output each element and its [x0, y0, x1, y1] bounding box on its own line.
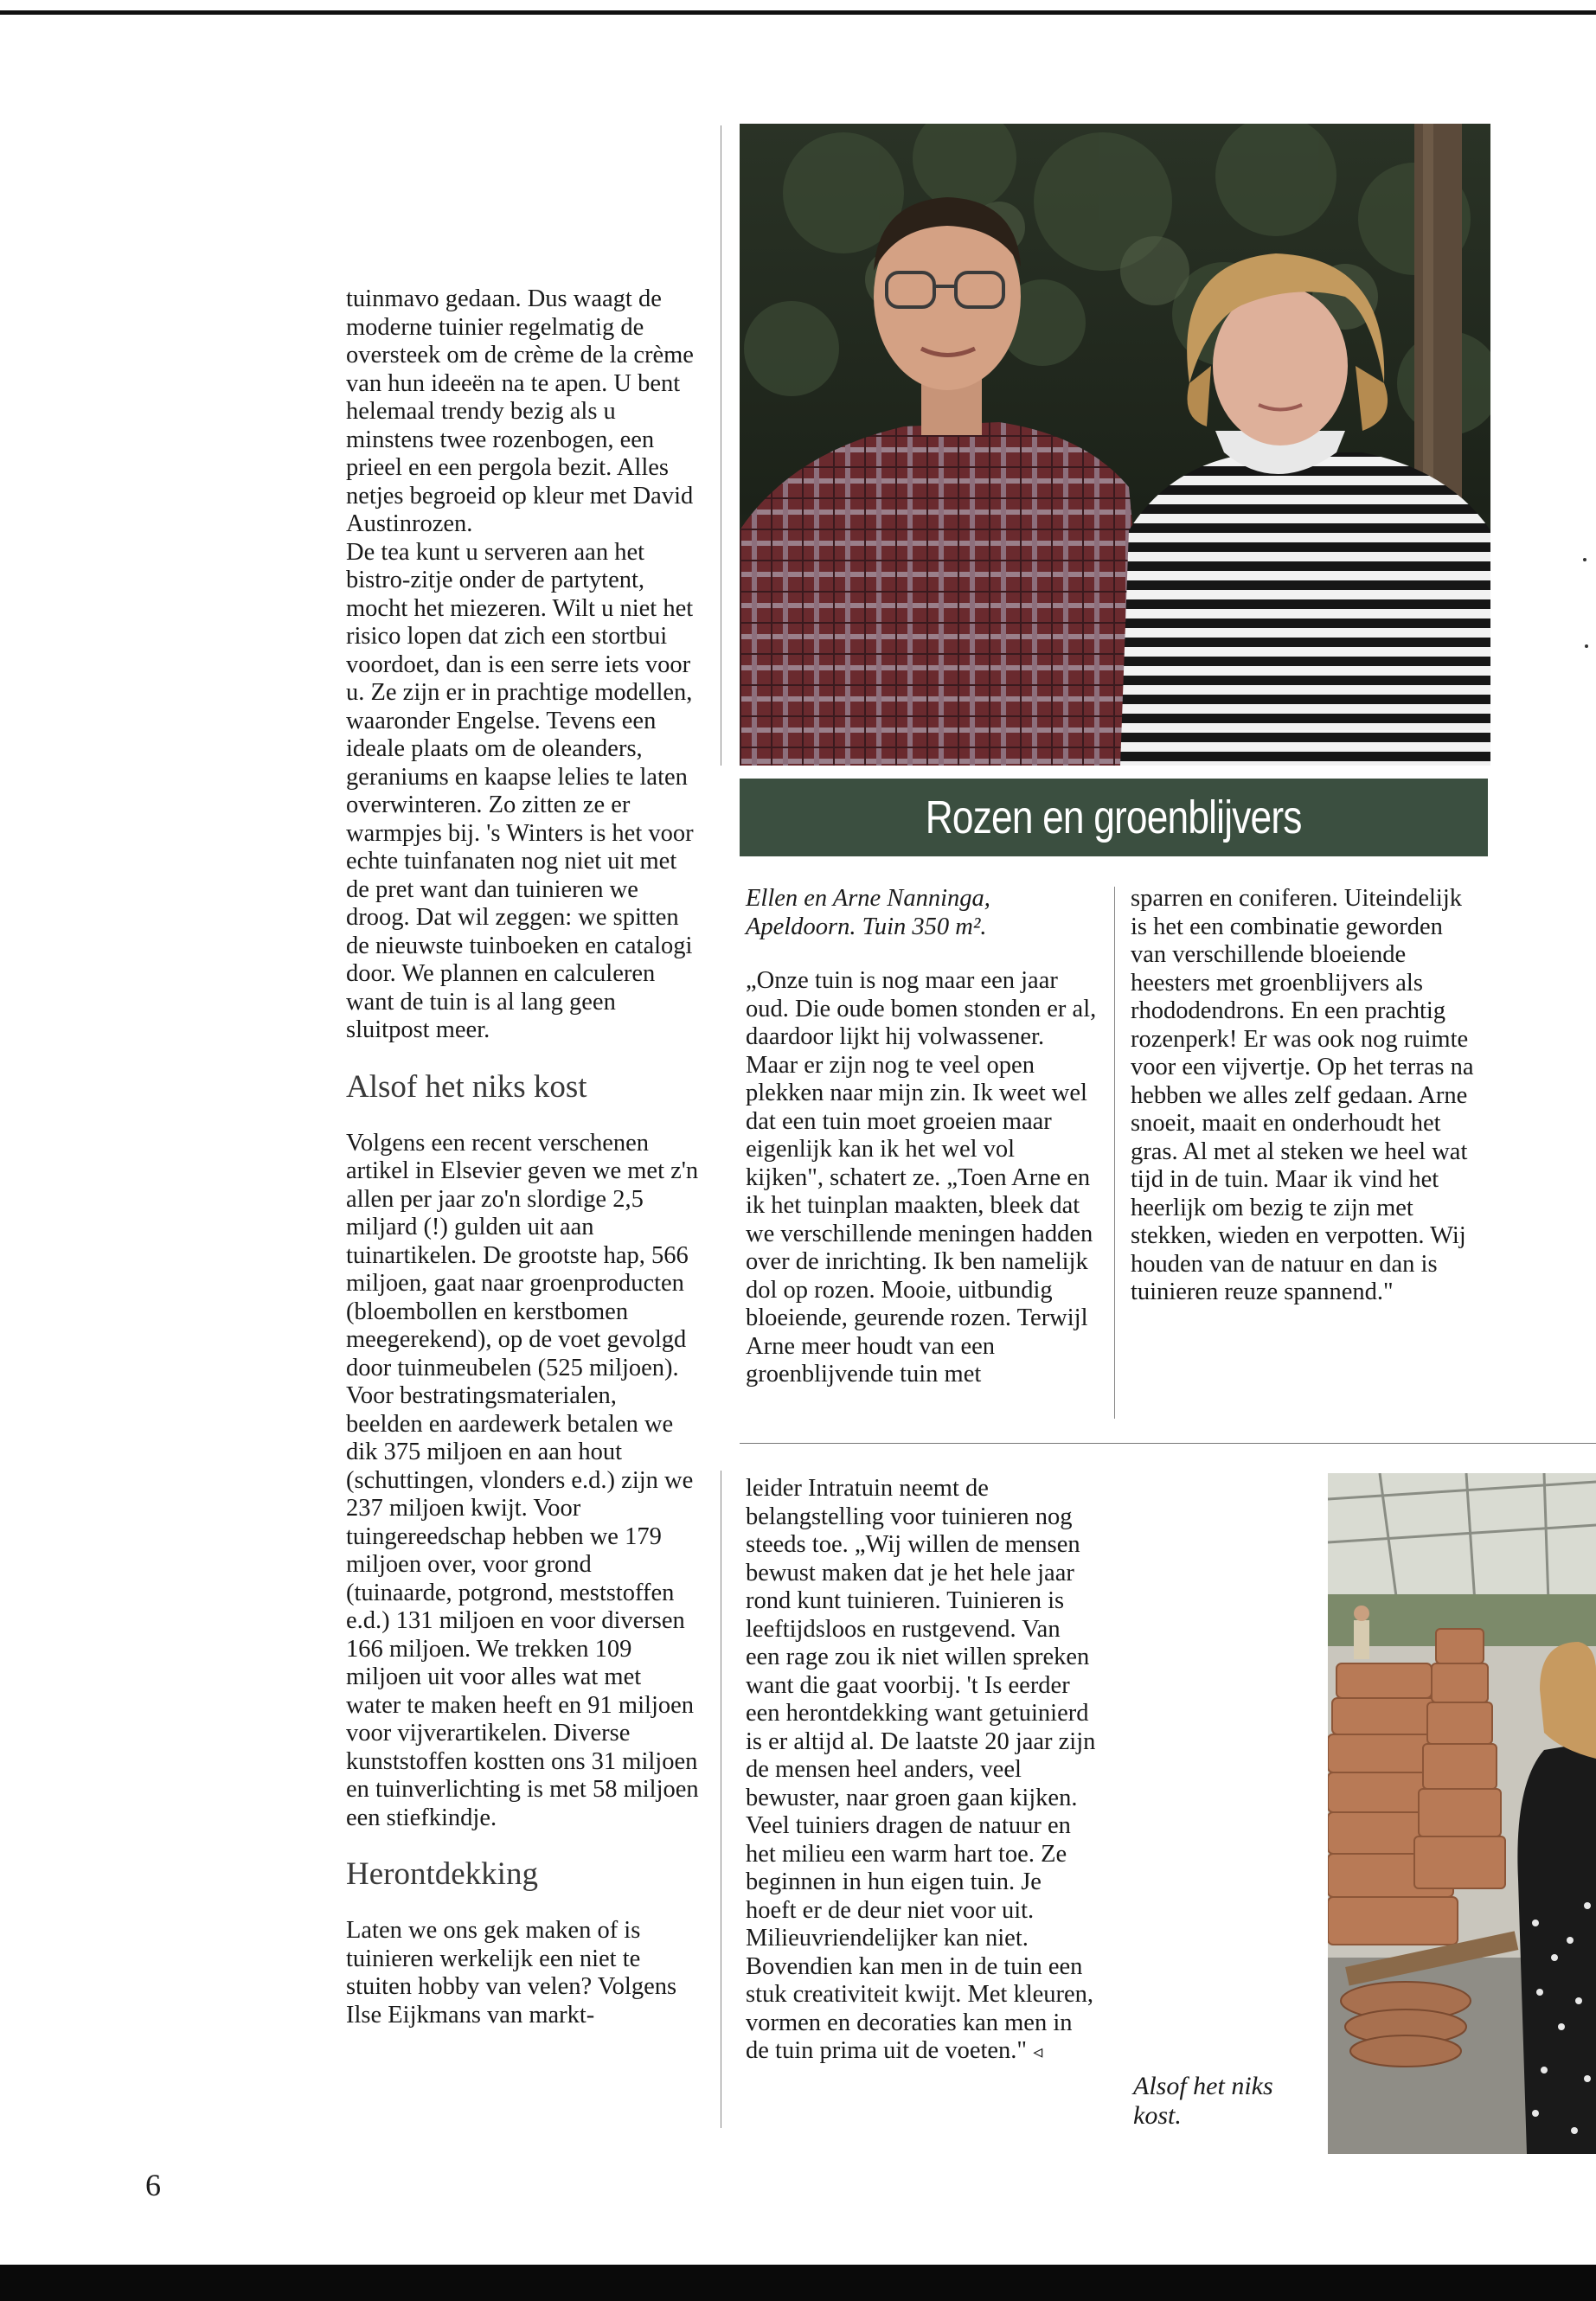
garden-center-photo [1328, 1473, 1596, 2154]
bottom-band [0, 2265, 1596, 2301]
print-speck [1585, 644, 1588, 648]
middle-bottom-body: leider Intratuin neemt de belangstelling voor tuinieren nog steeds toe. „Wij willen de mensen bewust maken dat je het hele jaar rond kunt tuinieren. Tuinieren is leeftijdsloos en rustgevend. Van een rage zou ik niet willen spreken want die gaat voorbij. 't Is eerder een herontdekking want getuinierd is er altijd al. De laatste 20 jaar zijn de mensen heel anders, veel bewuster, naar groen gaan kijken. Veel tuiniers dragen de natuur en het milieu een warm hart toe. Ze beginnen in hun eigen tuin. Je hoeft er de deur niet voor uit. Milieuvriendelijker kan niet. Bovendien kan men in de tuin een stuk creativiteit kwijt. Met kleuren, vormen en decoraties kan men in de tuin prima uit de voeten." [746, 1475, 1096, 2064]
feature-byline: Ellen en Arne Nanninga, Apeldoorn. Tuin 350 m². [746, 885, 990, 940]
middle-bottom-column [746, 1475, 1096, 2067]
middle-bottom-text [746, 1475, 1096, 2067]
divider-horizontal [740, 1443, 1596, 1444]
left-paragraph-4: Laten we ons gek maken of is tuinieren werkelijk een niet te stuiten hobby van velen? Volgens Ilse Eijkmans van markt- [346, 1917, 677, 2029]
left-paragraph-2: De tea kunt u serveren aan het bistro-zitje onder de partytent, mocht het miezeren. Wilt u niet het risico lopen dat zich een stortbui voordoet, dan is een serre iets voor u. Ze zijn er in prachtige modellen, waaronder Engelse. Tevens een ideale plaats om de oleanders, geraniums en kaapse lelies te laten overwinteren. Zo zitten ze er warmpjes bij. 's Winters is het voor echte tuinfanaten nog niet uit met de pret want dan tuinieren we droog. Dat wil zeggen: we spitten de nieuwste tuinboeken en catalogi door. We plannen en calculeren want de tuin is al lang geen sluitpost meer. [346, 538, 694, 1043]
feature-column-2 [1131, 885, 1484, 1307]
feature-column-1 [746, 885, 1099, 1389]
pottery-illustration [1328, 1473, 1596, 2154]
end-mark-icon: ◃ [1033, 2041, 1043, 2062]
left-intro-paragraph: tuinmavo gedaan. Dus waagt de moderne tuinier regelmatig de oversteek om de crème de la crème van hun ideeën na te apen. U bent helemaal trendy bezig als u minstens twee rozenbogen, een prieel en een pergola bezit. Alles netjes begroeid op kleur met David Austinrozen. [346, 285, 694, 537]
left-column [346, 285, 699, 2029]
left-paragraph-3: Volgens een recent verschenen artikel in Elsevier geven we met z'n allen per jaar zo'n slordige 2,5 miljard (!) gulden uit aan tuinartikelen. De grootste hap, 566 miljoen, gaat naar groenproducten (bloembollen en kerstbomen meegerekend), op de voet gevolgd door tuinmeubelen (525 miljoen). Voor bestratingsmaterialen, beelden en aardewerk betalen we dik 375 miljoen en aan hout (schuttingen, vlonders e.d.) zijn we 237 miljoen kwijt. Voor tuingereedschap hebben we 179 miljoen over, voor grond (tuinaarde, potgrond, meststoffen e.d.) 131 miljoen en voor diversen 166 miljoen. We trekken 109 miljoen uit voor alles wat met water te maken heeft en 91 miljoen voor vijverartikelen. Diverse kunststoffen kostten ons 31 miljoen en tuinverlichting is met 58 miljoen een stiefkindje. [346, 1129, 699, 1831]
feature-banner [740, 779, 1488, 856]
divider-feature [1114, 887, 1115, 1419]
portrait-photo-ellen-arne [740, 124, 1490, 766]
top-rule [0, 10, 1596, 15]
heading-herontdekking: Herontdekking [346, 1856, 538, 1892]
portrait-illustration [740, 124, 1490, 766]
page-number: 6 [145, 2168, 161, 2202]
feature-text-col2: sparren en coniferen. Uiteindelijk is het een combinatie geworden van verschillende bloeiende heesters met groenblijvers als rhododendrons. En een prachtig rozenperk! Er was ook nog ruimte voor een vijvertje. Op het terras na hebben we alles zelf gedaan. Arne snoeit, maait en onderhoudt het gras. Al met al steken we heel wat tijd in de tuin. Maar ik vind het heerlijk om bezig te zijn met stekken, wieden en verpotten. Wij houden van de natuur en dan is tuinieren reuze spannend." [1131, 885, 1474, 1305]
heading-alsof-het-niks-kost: Alsof het niks kost [346, 1068, 587, 1105]
print-speck [1583, 558, 1586, 561]
photo-caption: Alsof het niks kost. [1133, 2072, 1273, 2130]
feature-text-col1: „Onze tuin is nog maar een jaar oud. Die oude bomen stonden er al, daardoor lijkt hij volwassener. Maar er zijn nog te veel open plekken naar mijn zin. Ik weet wel dat een tuin moet groeien maar eigenlijk kan ik het wel vol kijken", schatert ze. „Toen Arne en ik het tuinplan maakten, bleek dat we verschillende meningen hadden over de inrichting. Ik ben namelijk dol op rozen. Mooie, uitbundig bloeiende, geurende rozen. Terwijl Arne meer houdt van een groenblijvende tuin met [746, 967, 1097, 1388]
feature-banner-title: Rozen en groenblijvers [926, 792, 1302, 843]
